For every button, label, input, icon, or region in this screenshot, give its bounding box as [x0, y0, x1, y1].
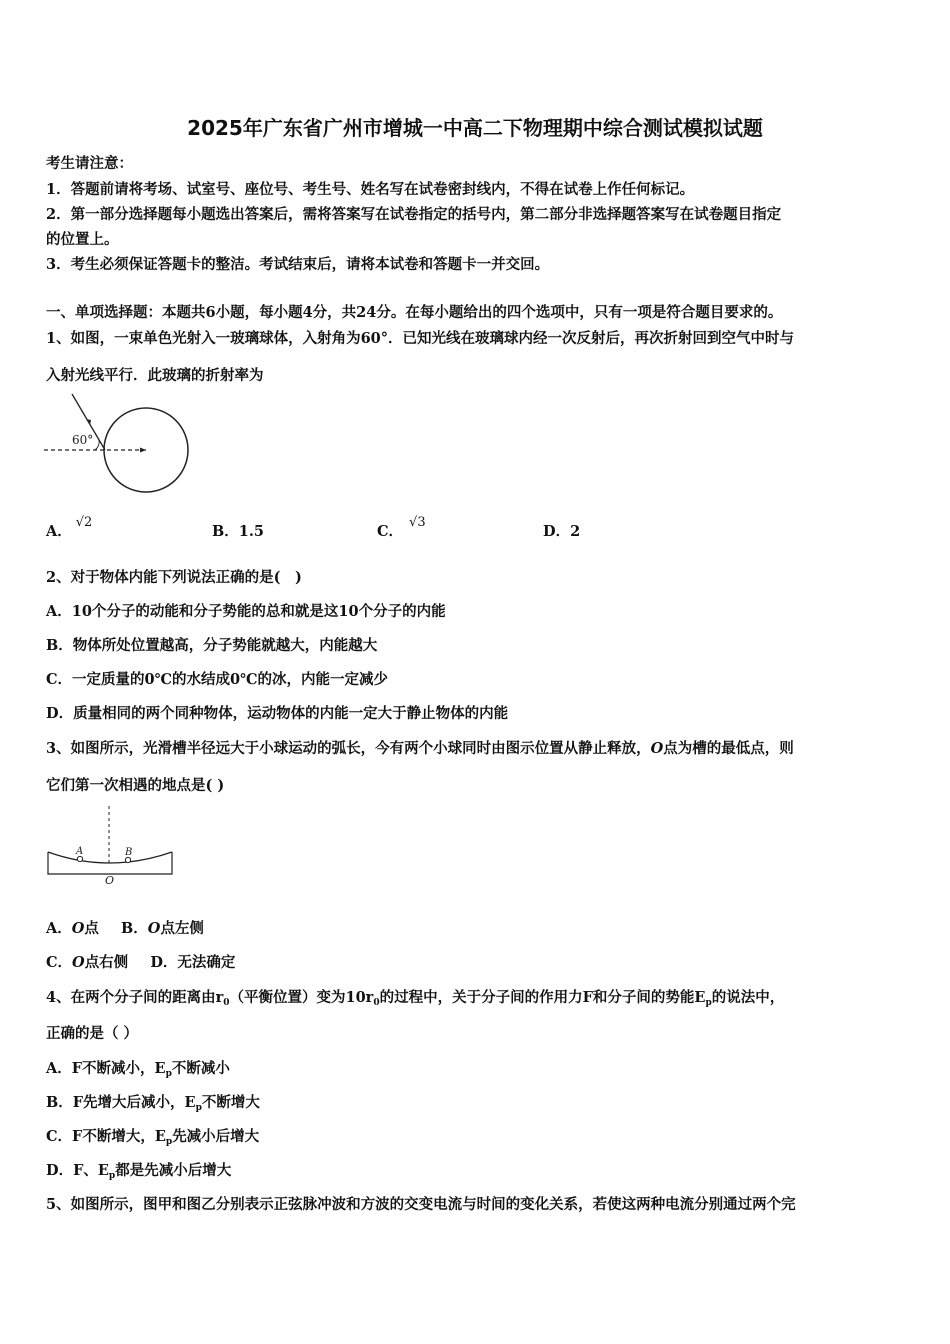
- sqrt3-value: √3: [409, 515, 426, 530]
- q2-option-a[interactable]: A．10个分子的动能和分子势能的总和就是这10个分子的内能: [46, 603, 446, 620]
- notice-item: 的位置上。: [46, 231, 119, 248]
- sqrt2-value: √2: [75, 515, 93, 530]
- q3-option-a[interactable]: A．O点: [46, 920, 99, 937]
- q3-label-a: A: [76, 846, 84, 857]
- q5-stem-line1: 5、如图所示，图甲和图乙分别表示正弦脉冲波和方波的交变电流与时间的变化关系，若使这两种电流分别通过两个完: [46, 1196, 796, 1213]
- q2-option-b[interactable]: B．物体所处位置越高，分子势能就越大，内能越大: [46, 637, 378, 654]
- q4-option-c[interactable]: C．F不断增大，$E_p$先减小后增大: [46, 1128, 260, 1147]
- q4-option-a[interactable]: A．F不断减小，$E_p$不断减小: [46, 1060, 230, 1079]
- q1-angle-label: 60°: [72, 433, 94, 447]
- q1-option-d[interactable]: D．2: [543, 523, 581, 540]
- q4-option-d[interactable]: D．F、$E_p$都是先减小后增大: [46, 1162, 232, 1181]
- q1-option-a[interactable]: A．√2: [46, 515, 93, 540]
- q3-stem-line1: 3、如图所示，光滑槽半径远大于小球运动的弧长，今有两个小球同时由图示位置从静止释放，O点为槽的最低点，则: [46, 740, 794, 757]
- q3-stem-line2: 它们第一次相遇的地点是( ): [46, 777, 225, 794]
- q3-option-d[interactable]: D．无法确定: [150, 954, 236, 971]
- q3-option-b[interactable]: B．O点左侧: [121, 920, 204, 937]
- notice-item: 1．答题前请将考场、试室号、座位号、考生号、姓名写在试卷密封线内，不得在试卷上作任何标记。: [46, 181, 695, 198]
- q4-option-b[interactable]: B．F先增大后减小，$E_p$不断增大: [46, 1094, 260, 1113]
- q1-option-b[interactable]: B．1.5: [212, 523, 264, 540]
- q1-option-c[interactable]: C．√3: [377, 515, 426, 540]
- notice-item: 2．第一部分选择题每小题选出答案后，需将答案写在试卷指定的括号内，第二部分非选择题答案写在试卷题目指定: [46, 206, 782, 223]
- q3-label-b: B: [125, 847, 133, 858]
- q3-groove-figure: [44, 804, 176, 888]
- q2-option-d[interactable]: D．质量相同的两个同种物体，运动物体的内能一定大于静止物体的内能: [46, 705, 509, 722]
- q2-stem: 2、对于物体内能下列说法正确的是( ): [46, 569, 302, 586]
- q4-stem-line1: 4、在两个分子间的距离由$r_0$（平衡位置）变为$10r_0$的过程中，关于分子间的作用力F和分子间的势能$E_p$的说法中，: [46, 989, 785, 1008]
- q3-option-row2: [46, 951, 235, 972]
- q3-option-c[interactable]: C．O点右侧: [46, 954, 129, 971]
- section-heading: 一、单项选择题：本题共6小题，每小题4分，共24分。在每小题给出的四个选项中，只有一项是符合题目要求的。: [46, 304, 783, 321]
- page-title: 2025年广东省广州市增城一中高二下物理期中综合测试模拟试题: [187, 116, 763, 140]
- q1-stem-line2: 入射光线平行．此玻璃的折射率为: [46, 367, 264, 384]
- notice-item: 3．考生必须保证答题卡的整洁。考试结束后，请将本试卷和答题卡一并交回。: [46, 256, 550, 273]
- q2-option-c[interactable]: C．一定质量的0℃的水结成0℃的冰，内能一定减少: [46, 671, 388, 688]
- q3-option-row1: [46, 917, 204, 938]
- notice-heading: 考生请注意：: [46, 155, 133, 172]
- q1-stem-line1: 1、如图，一束单色光射入一玻璃球体，入射角为60°．已知光线在玻璃球内经一次反射后，再次折射回到空气中时与: [46, 330, 795, 347]
- q1-glass-sphere-figure: [42, 392, 192, 496]
- q3-label-o: O: [105, 874, 115, 887]
- q4-stem-line2: 正确的是（ ）: [46, 1025, 139, 1042]
